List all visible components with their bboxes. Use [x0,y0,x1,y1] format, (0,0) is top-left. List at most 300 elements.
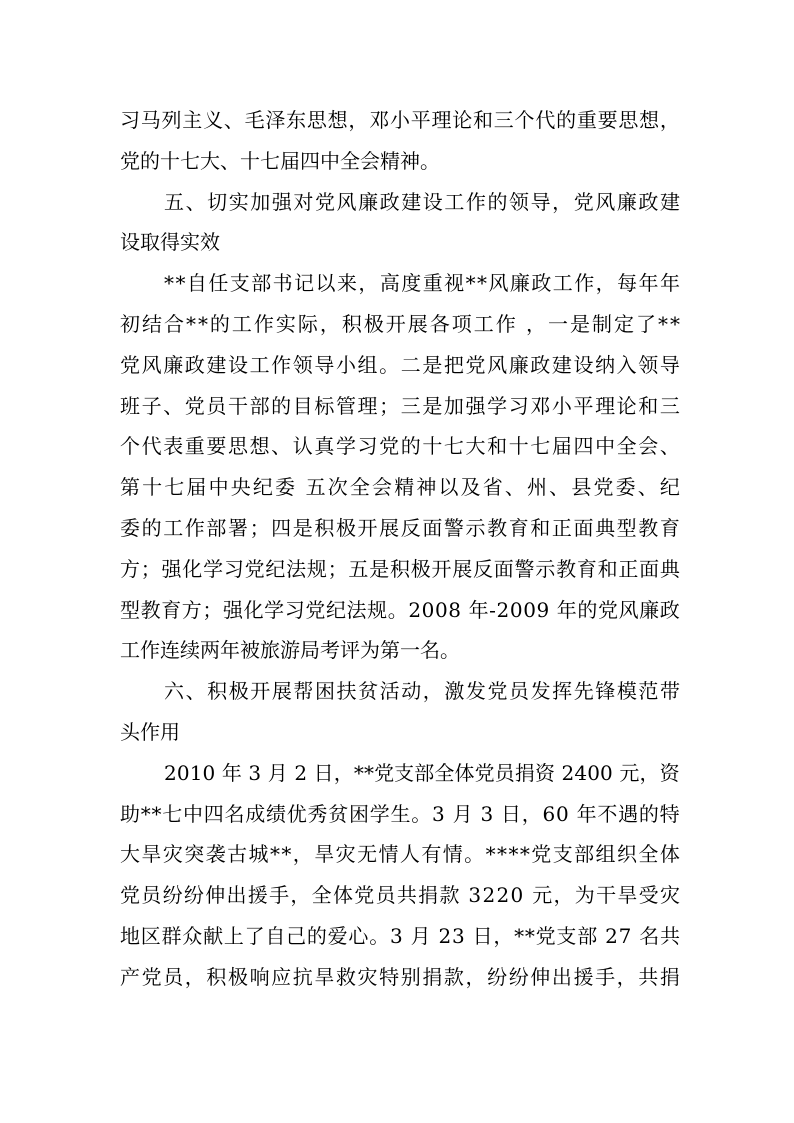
glyph: 抗 [292,964,313,989]
glyph: * [197,311,208,336]
glyph: 邓 [369,108,390,132]
glyph: 员 [509,679,529,704]
glyph: 为 [360,638,380,663]
glyph: 委 [274,475,295,500]
glyph [261,753,267,794]
glyph: 0 [556,801,569,826]
section-heading-line [120,222,680,263]
glyph: 元 [619,760,640,785]
glyph: 教 [487,515,508,540]
glyph: * [185,311,196,336]
glyph: 日 [472,923,493,948]
glyph: 被 [240,638,260,663]
glyph: 会 [372,475,393,500]
glyph: * [669,311,680,336]
glyph: 纪 [252,475,273,500]
glyph: 援 [573,964,594,989]
glyph: 习 [223,556,244,581]
glyph: 袭 [205,842,226,867]
glyph: ， [595,271,616,296]
glyph: 署 [227,515,248,540]
text-line [120,141,680,182]
glyph: 、 [163,393,184,418]
glyph: 纪 [325,597,346,622]
text-line [120,100,680,141]
glyph: 党 [314,189,335,214]
glyph: 锋 [595,679,616,704]
glyph: 共 [638,964,659,989]
glyph: 自 [265,923,286,948]
glyph: 0 [509,597,523,622]
glyph: 建 [551,352,572,377]
glyph: 代 [535,108,556,132]
glyph: 旱 [141,842,162,867]
glyph: 列 [161,108,182,132]
glyph: * [514,923,525,948]
glyph: 工 [552,271,573,296]
glyph: 把 [443,352,464,377]
glyph: 献 [203,923,224,948]
glyph: ， [333,760,354,785]
glyph: 3 [480,801,494,826]
glyph: 共 [659,923,680,948]
section-heading-line [120,182,680,223]
glyph: 3 [248,760,262,785]
glyph: 纪 [265,556,286,581]
glyph: 员 [375,883,396,908]
glyph: 人 [399,842,420,867]
glyph: * [269,842,280,867]
glyph: 加 [443,393,464,418]
glyph: 风 [618,597,639,622]
glyph: 代 [141,434,162,459]
glyph: 精 [380,148,400,173]
glyph [445,794,451,835]
glyph: 教 [140,597,161,622]
glyph: * [151,801,162,826]
glyph: ， [616,964,637,989]
glyph: 平 [410,108,431,132]
glyph: * [657,311,668,336]
glyph: 规 [367,597,388,622]
glyph: 三 [493,108,514,132]
glyph: ； [249,515,270,540]
glyph: 学 [369,801,390,826]
glyph: 上 [223,923,244,948]
glyph: 工 [163,515,184,540]
glyph: 十 [422,434,443,459]
glyph: 义 [203,108,224,132]
glyph: 五 [348,556,369,581]
glyph: 支 [552,842,573,867]
glyph: 名 [420,638,440,663]
glyph: 2 [294,760,308,785]
document-body [120,100,680,998]
glyph: 作 [271,352,292,377]
glyph: 展 [379,515,400,540]
glyph: 领 [292,352,313,377]
glyph: - [489,597,496,622]
glyph: 学 [487,393,508,418]
glyph: 个 [514,108,535,132]
glyph: 纷 [508,964,529,989]
glyph: 展 [271,679,292,704]
glyph: 典 [595,515,616,540]
glyph: 反 [473,556,494,581]
glyph: 。 [387,597,408,622]
glyph: 风 [336,189,357,214]
glyph: 委 [615,475,636,500]
glyph: 游 [280,638,300,663]
glyph: 范 [638,679,659,704]
glyph: 习 [508,393,529,418]
glyph: 。 [464,842,485,867]
glyph: 部 [577,923,598,948]
glyph [242,753,248,794]
glyph: 东 [286,108,307,132]
glyph: 2 [482,883,496,908]
glyph: 支 [556,923,577,948]
glyph: 三 [659,393,680,418]
glyph: 资 [659,760,680,785]
glyph [632,916,638,957]
glyph: 手 [269,883,290,908]
glyph: 精 [394,475,415,500]
glyph: 极 [227,964,248,989]
glyph: 的 [140,148,160,173]
glyph: 领 [509,189,529,214]
glyph: 五 [164,189,184,214]
glyph: * [465,271,476,296]
glyph: 作 [253,311,274,336]
glyph: 会 [360,148,380,173]
glyph: 爱 [327,923,348,948]
glyph: 展 [452,556,473,581]
glyph: 导 [530,189,551,214]
glyph: 古 [227,842,248,867]
glyph: 全 [638,842,659,867]
glyph: 真 [314,434,335,459]
glyph: 0 [523,597,536,622]
glyph: 大 [465,434,486,459]
glyph: 廉 [616,189,637,214]
glyph: 廉 [639,597,660,622]
glyph: 、 [271,434,292,459]
glyph: 廉 [163,352,184,377]
glyph: 。 [420,148,440,173]
glyph: 四 [573,434,594,459]
glyph: 年 [220,638,240,663]
glyph: 警 [443,515,464,540]
glyph: 名 [639,923,660,948]
glyph: 心 [348,923,369,948]
glyph: 习 [120,108,140,132]
glyph: 先 [573,679,594,704]
glyph: 教 [638,515,659,540]
glyph: 马 [140,108,161,132]
glyph: 0 [587,760,600,785]
glyph: 子 [141,393,162,418]
glyph: 育 [576,556,597,581]
glyph: 个 [120,434,140,459]
glyph: 入 [616,352,637,377]
glyph: 育 [161,597,182,622]
glyph: 年 [638,271,659,296]
glyph: 十 [508,434,529,459]
glyph: 积 [389,556,410,581]
glyph: 头 [120,719,140,744]
glyph [613,753,619,794]
glyph: 视 [444,271,465,296]
glyph: 建 [401,189,422,214]
glyph: 别 [400,964,421,989]
glyph: 9 [536,597,550,622]
glyph: 体 [454,760,475,785]
glyph: ， [526,311,547,336]
glyph: 任 [208,271,229,296]
glyph: 、 [220,148,240,173]
glyph: 工 [231,311,252,336]
glyph: 毛 [244,108,265,132]
glyph: 展 [407,311,428,336]
glyph: * [477,271,487,296]
glyph: 党 [379,434,400,459]
glyph: 论 [616,393,637,418]
glyph: 警 [514,556,535,581]
glyph: 众 [182,923,203,948]
glyph: 体 [332,883,353,908]
glyph: 和 [530,515,551,540]
glyph: 部 [251,271,272,296]
glyph: 极 [410,556,431,581]
glyph: 党 [141,964,162,989]
text-line [120,794,680,835]
glyph: 六 [164,679,184,704]
glyph: 员 [163,964,184,989]
glyph: 区 [140,923,161,948]
glyph: 自 [186,271,207,296]
glyph: 2 [438,923,452,948]
glyph: ， [319,311,340,336]
glyph: 积 [341,311,362,336]
glyph: ， [348,108,369,132]
glyph: 元 [532,883,553,908]
glyph: 。 [440,638,460,663]
glyph: 政 [530,352,551,377]
glyph [215,753,221,794]
glyph: * [281,842,292,867]
glyph: 思 [306,108,327,132]
glyph: 规 [306,556,327,581]
glyph [473,794,479,835]
glyph: 情 [378,842,399,867]
glyph: 日 [313,760,334,785]
glyph: 廉 [509,271,530,296]
glyph: 纳 [595,352,616,377]
glyph: 发 [465,679,486,704]
glyph: 型 [616,515,637,540]
glyph: 月 [410,923,431,948]
glyph: 伸 [530,964,551,989]
glyph: 3 [389,923,403,948]
glyph: 旱 [617,883,638,908]
section-heading-line [120,671,680,712]
glyph: 七 [260,148,280,173]
glyph: 纷 [183,883,204,908]
glyph: 导 [314,352,335,377]
glyph: 援 [247,883,268,908]
glyph: 灾 [659,883,680,908]
glyph: 考 [320,638,340,663]
glyph: 是 [292,515,313,540]
glyph [518,304,524,345]
glyph: 建 [206,352,227,377]
glyph: 、 [185,679,206,704]
glyph: 设 [120,230,140,255]
glyph: 为 [574,883,595,908]
glyph: 导 [659,352,680,377]
glyph: 取 [140,230,160,255]
glyph: 七 [180,148,200,173]
glyph: 1 [189,760,203,785]
glyph: 委 [120,515,140,540]
glyph: 央 [230,475,251,500]
glyph: 党 [120,148,140,173]
glyph: 效 [200,230,220,255]
glyph: 强 [161,556,182,581]
glyph: 正 [551,515,572,540]
glyph: 小 [551,393,572,418]
glyph: 和 [638,393,659,418]
glyph: 以 [315,271,336,296]
glyph: 、 [549,475,570,500]
glyph: 切 [207,189,228,214]
glyph: 组 [357,352,378,377]
glyph: 廉 [358,189,379,214]
glyph: 强 [465,393,486,418]
glyph: 捐 [422,964,443,989]
glyph: 政 [659,597,680,622]
glyph: * [363,760,374,785]
glyph: * [497,842,508,867]
glyph: 的 [638,801,659,826]
glyph: 风 [488,271,509,296]
text-line [120,549,680,590]
glyph: 秀 [307,801,328,826]
glyph: 体 [659,842,680,867]
glyph: 模 [616,679,637,704]
glyph: 初 [120,311,140,336]
glyph: 法 [286,556,307,581]
glyph: 、 [637,475,658,500]
glyph: 成 [245,801,266,826]
glyph: 开 [385,311,406,336]
glyph [288,753,294,794]
glyph: 0 [434,597,448,622]
glyph: ， [184,964,205,989]
glyph: * [175,271,186,296]
glyph: 风 [141,352,162,377]
glyph [297,467,303,508]
glyph: 一 [400,638,420,663]
glyph: 、 [659,434,680,459]
glyph: 续 [180,638,200,663]
glyph: ， [358,271,379,296]
glyph: 党 [535,923,556,948]
glyph: 了 [635,311,656,336]
glyph: ， [493,923,514,948]
glyph: 党 [120,352,140,377]
glyph: 支 [229,271,250,296]
glyph: 方 [120,556,140,581]
glyph: 的 [400,434,421,459]
glyph: 党 [474,760,495,785]
glyph: 设 [227,352,248,377]
glyph: 定 [613,311,634,336]
glyph: 党 [593,475,614,500]
glyph: 、 [223,108,244,132]
glyph: 作 [574,271,595,296]
glyph: 2 [496,883,510,908]
glyph: 习 [357,434,378,459]
glyph: 年 [221,760,242,785]
glyph [403,916,409,957]
glyph: 党 [573,189,594,214]
glyph: 3 [432,801,445,826]
glyph: 2 [605,923,618,948]
glyph: ； [202,597,223,622]
glyph: 标 [314,393,335,418]
glyph: 全 [340,148,360,173]
glyph: 是 [570,311,591,336]
glyph: 灾 [162,842,183,867]
glyph: 。 [379,352,400,377]
glyph: 会 [638,434,659,459]
glyph: 作 [140,719,160,744]
glyph: 高 [379,271,400,296]
glyph: 发 [530,679,551,704]
glyph: ， [639,760,660,785]
glyph: 极 [335,515,356,540]
glyph: 强 [222,597,243,622]
glyph: 部 [249,393,270,418]
glyph: 7 [618,923,632,948]
glyph: 教 [556,556,577,581]
glyph: 型 [120,597,140,622]
glyph: 主 [182,108,203,132]
glyph: 日 [501,801,522,826]
glyph: 面 [639,556,660,581]
glyph: 困 [349,801,369,826]
glyph: 作 [140,638,160,663]
glyph: 党 [305,597,326,622]
glyph: 神 [400,148,420,173]
glyph: 生 [390,801,411,826]
glyph: 。 [369,923,390,948]
glyph: 反 [400,515,421,540]
text-line [120,508,680,549]
glyph: 特 [379,964,400,989]
glyph: 习 [284,597,305,622]
glyph: ， [465,964,486,989]
glyph: 七 [530,434,551,459]
glyph: 带 [659,679,680,704]
glyph: 是 [422,393,443,418]
glyph: 小 [335,352,356,377]
glyph: 五 [305,475,326,500]
glyph: 化 [182,556,203,581]
glyph: 的 [577,597,598,622]
